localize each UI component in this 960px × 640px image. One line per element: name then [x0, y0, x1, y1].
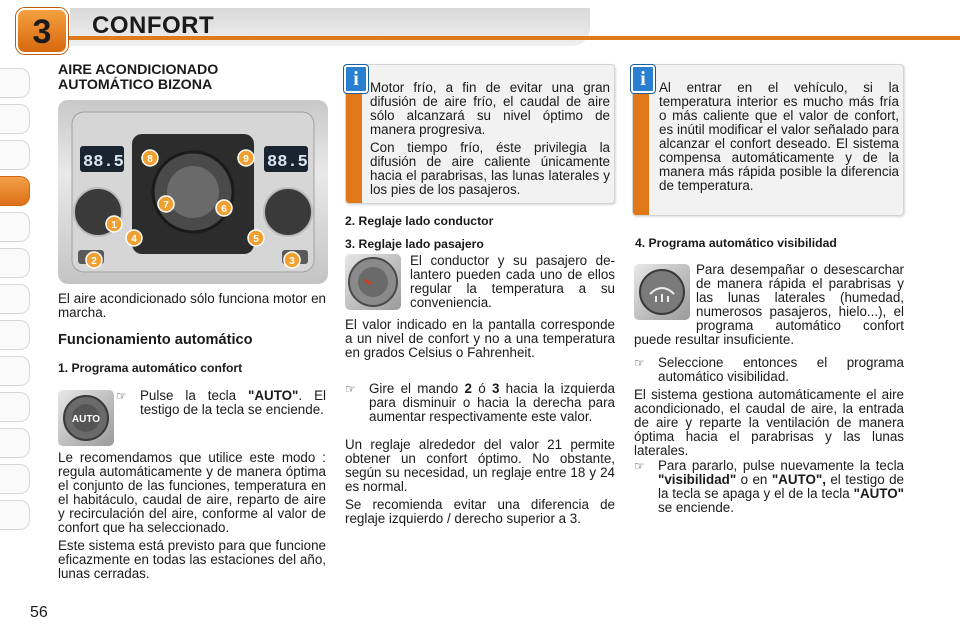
auto-button-thumbnail	[58, 390, 114, 446]
hand-pointer-icon: ☞	[345, 382, 356, 396]
bullet-key: "AUTO"	[248, 388, 299, 403]
callout-number: 3	[289, 256, 295, 267]
info-paragraph: Al entrar en el vehículo, si la temperatura interior es mucho más fría o más caliente que el valor de confort, es inútil modificar el valor señalado para alcanzar el confort deseado. El sistema compensa automáticamente y de la manera más rápida posible la diferencia de temperatura.	[659, 80, 899, 193]
bullet-key: "visibilidad"	[658, 472, 737, 487]
page-header	[0, 0, 960, 58]
system-manages-paragraph: El sistema gestiona automáticamente el aire acondicionado, el caudal de aire, la entrada de aire y reparte la ventilación de manera óptima hacia el parabrisas y las lunas laterales.	[634, 387, 904, 458]
hand-pointer-icon: ☞	[634, 356, 645, 370]
left-body	[58, 451, 326, 581]
chapter-title: CONFORT	[92, 12, 215, 39]
visibility-intro-container	[634, 263, 904, 347]
callout-number: 4	[131, 234, 137, 245]
hand-pointer-icon: ☞	[116, 389, 127, 403]
visibility-paragraph: Para desempañar o desescarchar de manera rápida el parabrisas y las lunas laterales (humedad, numerosos pasajeros, hielo...), el programa automático confort puede resultar insuficiente.	[634, 262, 904, 347]
info-icon: i	[344, 65, 368, 93]
adjust-paragraph: El conductor y su pasajero de-lantero pueden cada uno de ellos regular la temperatura a su conveniencia.	[410, 253, 615, 310]
recommend-paragraph: Le recomendamos que utilice este modo : regula automáticamente y de manera óptima el conjunto de las funciones, temperatura en el habitáculo, caudal de aire, reparto de aire y recirculación del aire, conforme al valor de confort que ha seleccionado.	[58, 450, 326, 535]
bullet-body	[369, 382, 615, 424]
seasons-paragraph: Este sistema está previsto para que funcione eficazmente en todas las estaciones del año, lunas cerradas.	[58, 538, 326, 581]
chapter-tab[interactable]	[0, 392, 30, 422]
bullet-text-segment: . El testigo de la tecla se enciende.	[140, 388, 326, 417]
stop-visibility-bullet	[634, 459, 904, 515]
section-title-line: AUTOMÁTICO BIZONA	[58, 77, 213, 93]
info-box-entering-vehicle	[632, 64, 904, 216]
info-box-cold-engine	[345, 64, 615, 204]
temperature-knob-drawing	[345, 254, 401, 310]
left-display: 88.5	[83, 153, 124, 172]
bullet-text-segment: ó	[471, 381, 492, 396]
callout-number: 6	[221, 204, 227, 215]
chapter-tab[interactable]	[0, 248, 30, 278]
chapter-tab[interactable]	[0, 140, 30, 170]
bullet-text-segment: hacia la izquierda para disminuir o hacia la derecha para aumentar respectivamente este valor.	[369, 381, 616, 424]
heading-passenger-side: 3. Reglaje lado pasajero	[345, 237, 484, 251]
callout-number: 2	[91, 256, 97, 267]
info-paragraph: Con tiempo frío, éste privilegia la difusión de aire caliente únicamente hacia el parabrisas, las lunas laterales y los pies de los pasajeros.	[370, 140, 610, 197]
optimal-value-paragraph: Un reglaje alrededor del valor 21 permite obtener un confort óptimo. No obstante, según su necesidad, un reglaje entre 18 y 24 es normal.	[345, 437, 615, 494]
info-icon: i	[631, 65, 655, 93]
heading-visibility-program: 4. Programa automático visibilidad	[635, 236, 837, 250]
program-1-bullet	[116, 389, 326, 417]
auto-thumb-label: AUTO	[71, 414, 101, 425]
chapter-tab[interactable]	[0, 68, 30, 98]
chapter-tab[interactable]	[0, 284, 30, 314]
select-visibility-bullet	[634, 356, 904, 384]
temperature-knob-thumbnail	[345, 254, 401, 310]
bullet-text-segment: el testigo de la tecla se apaga y el de la tecla	[658, 472, 904, 501]
bullet-text-segment: Pulse la tecla	[140, 388, 249, 403]
middle-body	[345, 438, 615, 526]
thumbnail-spacer	[634, 263, 696, 323]
bullet-body	[140, 389, 326, 417]
chapter-tab[interactable]	[0, 104, 30, 134]
auto-heading: Funcionamiento automático	[58, 332, 253, 348]
chapter-tab[interactable]	[0, 500, 30, 530]
bullet-text-segment: Gire el mando	[369, 381, 465, 396]
chapter-tab[interactable]	[0, 212, 30, 242]
info-paragraph: Motor frío, a fin de evitar una gran difusión de aire frío, el caudal de aire sólo alcanzará su nivel óptimo de manera progresiva.	[370, 80, 610, 137]
chapter-tab[interactable]	[0, 464, 30, 494]
heading-driver-side: 2. Reglaje lado conductor	[345, 214, 494, 228]
page-number: 56	[30, 604, 48, 621]
chapter-tab-active[interactable]	[0, 176, 30, 206]
info-box-text	[370, 81, 610, 197]
callout-number: 9	[243, 154, 249, 165]
info-accent-bar	[346, 81, 362, 203]
info-box-text	[659, 81, 899, 193]
auto-button-drawing	[58, 390, 114, 446]
difference-paragraph: Se recomienda evitar una diferencia de reglaje izquierdo / derecho superior a 3.	[345, 497, 615, 526]
section-title-line: AIRE ACONDICIONADO	[58, 62, 219, 78]
value-paragraph: El valor indicado en la pantalla corresponde a un nivel de confort y no a una temperatura en grados Celsius o Fahrenheit.	[345, 317, 615, 360]
bullet-body	[658, 459, 904, 515]
turn-knob-bullet	[345, 382, 615, 424]
program-1-heading: 1. Programa automático confort	[58, 361, 243, 375]
bullet-text-segment: se enciende.	[658, 500, 734, 515]
bullet-text-segment: Seleccione entonces el programa automático visibilidad.	[658, 355, 904, 384]
chapter-tab[interactable]	[0, 356, 30, 386]
bullet-key: "AUTO",	[771, 472, 826, 487]
callout-number: 5	[253, 234, 259, 245]
bullet-key: 2	[464, 381, 472, 396]
callout-number: 1	[111, 220, 117, 231]
hand-pointer-icon: ☞	[634, 459, 645, 473]
chapter-tab[interactable]	[0, 320, 30, 350]
right-display: 88.5	[267, 153, 308, 172]
info-accent-bar	[633, 81, 649, 215]
bullet-key: 3	[491, 381, 500, 396]
climate-panel-drawing	[58, 100, 328, 284]
callout-number: 7	[163, 200, 169, 211]
bullet-text-segment: Para pararlo, pulse nuevamente la tecla	[658, 458, 904, 473]
intro-text: El aire acondicionado sólo funciona motor en marcha.	[58, 291, 326, 320]
chapter-tabs	[0, 68, 30, 536]
section-title	[58, 63, 308, 93]
bullet-text-segment: o en	[736, 472, 772, 487]
callout-number: 8	[147, 154, 153, 165]
chapter-tab[interactable]	[0, 428, 30, 458]
climate-control-panel-illustration	[58, 100, 328, 284]
chapter-number-badge: 3	[16, 8, 68, 54]
bullet-key: "AUTO"	[853, 486, 904, 501]
